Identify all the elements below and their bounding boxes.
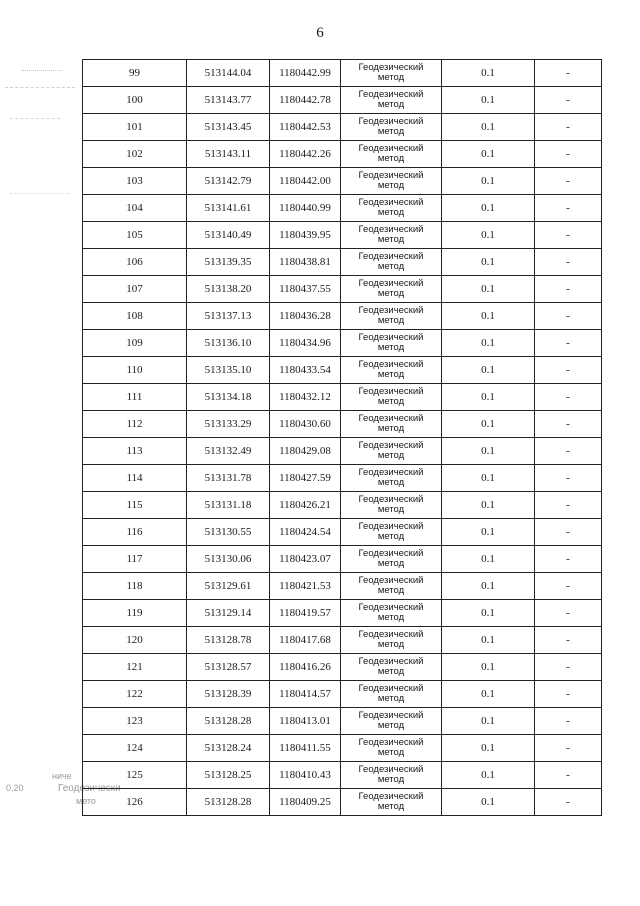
table-row [83, 762, 602, 789]
point-number-cell: 121 [83, 654, 187, 681]
table-row [83, 546, 602, 573]
x-coordinate-cell: 513128.24 [187, 735, 270, 762]
note-cell: - [535, 330, 602, 357]
method-line-2: метод [377, 801, 405, 812]
method-cell [341, 141, 442, 168]
method-line-1: Геодезический [358, 62, 424, 73]
method-cell [341, 546, 442, 573]
method-line-1: Геодезический [358, 656, 424, 667]
note-cell: - [535, 519, 602, 546]
x-coordinate-cell: 513139.35 [187, 249, 270, 276]
method-cell [341, 627, 442, 654]
x-coordinate-cell: 513128.28 [187, 789, 270, 816]
method-line-2: метод [377, 315, 405, 326]
method-line-2: метод [377, 612, 405, 623]
table-row [83, 573, 602, 600]
method-cell [341, 60, 442, 87]
method-line-1: Геодезический [358, 629, 424, 640]
scan-artifact-line [22, 70, 62, 72]
note-cell: - [535, 735, 602, 762]
method-line-2: метод [377, 207, 405, 218]
method-line-1: Геодезический [358, 116, 424, 127]
table-row [83, 276, 602, 303]
x-coordinate-cell: 513143.45 [187, 114, 270, 141]
method-line-2: метод [377, 369, 405, 380]
y-coordinate-cell: 1180413.01 [270, 708, 341, 735]
y-coordinate-cell: 1180426.21 [270, 492, 341, 519]
table-row [83, 330, 602, 357]
y-coordinate-cell: 1180442.26 [270, 141, 341, 168]
method-line-1: Геодезический [358, 170, 424, 181]
method-cell [341, 681, 442, 708]
method-line-2: метод [377, 126, 405, 137]
table-row [83, 303, 602, 330]
method-line-2: метод [377, 288, 405, 299]
method-line-2: метод [377, 720, 405, 731]
note-cell: - [535, 168, 602, 195]
x-coordinate-cell: 513140.49 [187, 222, 270, 249]
accuracy-cell: 0.1 [442, 330, 535, 357]
point-number-cell: 123 [83, 708, 187, 735]
accuracy-cell: 0.1 [442, 735, 535, 762]
note-cell: - [535, 303, 602, 330]
method-line-1: Геодезический [358, 278, 424, 289]
method-line-2: метод [377, 504, 405, 515]
y-coordinate-cell: 1180409.25 [270, 789, 341, 816]
x-coordinate-cell: 513128.28 [187, 708, 270, 735]
y-coordinate-cell: 1180432.12 [270, 384, 341, 411]
method-line-1: Геодезический [358, 737, 424, 748]
accuracy-cell: 0.1 [442, 195, 535, 222]
table-row [83, 87, 602, 114]
accuracy-cell: 0.1 [442, 546, 535, 573]
method-line-2: метод [377, 99, 405, 110]
method-cell [341, 573, 442, 600]
table-row [83, 195, 602, 222]
method-cell [341, 357, 442, 384]
method-cell [341, 600, 442, 627]
x-coordinate-cell: 513143.11 [187, 141, 270, 168]
point-number-cell: 103 [83, 168, 187, 195]
accuracy-cell: 0.1 [442, 573, 535, 600]
y-coordinate-cell: 1180436.28 [270, 303, 341, 330]
table-row [83, 708, 602, 735]
y-coordinate-cell: 1180429.08 [270, 438, 341, 465]
y-coordinate-cell: 1180433.54 [270, 357, 341, 384]
y-coordinate-cell: 1180440.99 [270, 195, 341, 222]
method-cell [341, 114, 442, 141]
point-number-cell: 119 [83, 600, 187, 627]
x-coordinate-cell: 513138.20 [187, 276, 270, 303]
method-line-2: метод [377, 693, 405, 704]
accuracy-cell: 0.1 [442, 708, 535, 735]
table-row [83, 654, 602, 681]
note-cell: - [535, 60, 602, 87]
scan-artifact-line [10, 118, 60, 120]
y-coordinate-cell: 1180411.55 [270, 735, 341, 762]
method-cell [341, 303, 442, 330]
note-cell: - [535, 114, 602, 141]
point-number-cell: 115 [83, 492, 187, 519]
note-cell: - [535, 654, 602, 681]
method-line-2: метод [377, 450, 405, 461]
scan-artifact-line [5, 87, 75, 89]
method-line-1: Геодезический [358, 143, 424, 154]
note-cell: - [535, 600, 602, 627]
method-cell [341, 168, 442, 195]
note-cell: - [535, 627, 602, 654]
y-coordinate-cell: 1180416.26 [270, 654, 341, 681]
method-cell [341, 438, 442, 465]
method-line-1: Геодезический [358, 683, 424, 694]
method-cell [341, 384, 442, 411]
note-cell: - [535, 681, 602, 708]
x-coordinate-cell: 513130.55 [187, 519, 270, 546]
note-cell: - [535, 141, 602, 168]
scan-artifact-line [10, 193, 70, 195]
point-number-cell: 102 [83, 141, 187, 168]
y-coordinate-cell: 1180439.95 [270, 222, 341, 249]
accuracy-cell: 0.1 [442, 600, 535, 627]
method-cell [341, 654, 442, 681]
table-row [83, 438, 602, 465]
accuracy-cell: 0.1 [442, 168, 535, 195]
x-coordinate-cell: 513135.10 [187, 357, 270, 384]
table-row [83, 681, 602, 708]
method-cell [341, 492, 442, 519]
x-coordinate-cell: 513136.10 [187, 330, 270, 357]
accuracy-cell: 0.1 [442, 654, 535, 681]
note-cell: - [535, 573, 602, 600]
point-number-cell: 118 [83, 573, 187, 600]
point-number-cell: 101 [83, 114, 187, 141]
x-coordinate-cell: 513133.29 [187, 411, 270, 438]
method-line-1: Геодезический [358, 548, 424, 559]
x-coordinate-cell: 513132.49 [187, 438, 270, 465]
method-cell [341, 330, 442, 357]
point-number-cell: 114 [83, 465, 187, 492]
y-coordinate-cell: 1180417.68 [270, 627, 341, 654]
y-coordinate-cell: 1180424.54 [270, 519, 341, 546]
x-coordinate-cell: 513141.61 [187, 195, 270, 222]
x-coordinate-cell: 513128.57 [187, 654, 270, 681]
table-row [83, 357, 602, 384]
x-coordinate-cell: 513143.77 [187, 87, 270, 114]
note-cell: - [535, 357, 602, 384]
method-line-2: метод [377, 531, 405, 542]
accuracy-cell: 0.1 [442, 438, 535, 465]
method-line-2: метод [377, 774, 405, 785]
method-line-2: метод [377, 153, 405, 164]
method-line-1: Геодезический [358, 386, 424, 397]
point-number-cell: 112 [83, 411, 187, 438]
note-cell: - [535, 384, 602, 411]
x-coordinate-cell: 513131.18 [187, 492, 270, 519]
x-coordinate-cell: 513129.61 [187, 573, 270, 600]
page-number: 6 [316, 25, 324, 41]
method-line-2: метод [377, 261, 405, 272]
table-row [83, 789, 602, 816]
x-coordinate-cell: 513128.78 [187, 627, 270, 654]
accuracy-cell: 0.1 [442, 303, 535, 330]
bleed-through-text: ниче [52, 771, 72, 781]
point-number-cell: 100 [83, 87, 187, 114]
point-number-cell: 113 [83, 438, 187, 465]
note-cell: - [535, 249, 602, 276]
method-cell [341, 789, 442, 816]
accuracy-cell: 0.1 [442, 411, 535, 438]
x-coordinate-cell: 513128.39 [187, 681, 270, 708]
table-row [83, 141, 602, 168]
method-cell [341, 519, 442, 546]
method-cell [341, 87, 442, 114]
method-line-2: метод [377, 423, 405, 434]
x-coordinate-cell: 513144.04 [187, 60, 270, 87]
method-cell [341, 762, 442, 789]
accuracy-cell: 0.1 [442, 627, 535, 654]
accuracy-cell: 0.1 [442, 789, 535, 816]
y-coordinate-cell: 1180442.99 [270, 60, 341, 87]
note-cell: - [535, 276, 602, 303]
table-row [83, 168, 602, 195]
note-cell: - [535, 546, 602, 573]
method-line-1: Геодезический [358, 89, 424, 100]
accuracy-cell: 0.1 [442, 222, 535, 249]
y-coordinate-cell: 1180442.78 [270, 87, 341, 114]
table-row [83, 114, 602, 141]
table-row [83, 627, 602, 654]
accuracy-cell: 0.1 [442, 762, 535, 789]
method-line-1: Геодезический [358, 197, 424, 208]
accuracy-cell: 0.1 [442, 384, 535, 411]
note-cell: - [535, 492, 602, 519]
x-coordinate-cell: 513142.79 [187, 168, 270, 195]
point-number-cell: 125 [83, 762, 187, 789]
method-cell [341, 276, 442, 303]
point-number-cell: 99 [83, 60, 187, 87]
method-line-2: метод [377, 666, 405, 677]
table-row [83, 492, 602, 519]
method-cell [341, 735, 442, 762]
point-number-cell: 110 [83, 357, 187, 384]
y-coordinate-cell: 1180442.53 [270, 114, 341, 141]
y-coordinate-cell: 1180438.81 [270, 249, 341, 276]
method-line-1: Геодезический [358, 467, 424, 478]
method-line-1: Геодезический [358, 359, 424, 370]
note-cell: - [535, 708, 602, 735]
method-line-1: Геодезический [358, 305, 424, 316]
x-coordinate-cell: 513131.78 [187, 465, 270, 492]
method-line-1: Геодезический [358, 413, 424, 424]
y-coordinate-cell: 1180430.60 [270, 411, 341, 438]
note-cell: - [535, 222, 602, 249]
method-line-2: метод [377, 396, 405, 407]
accuracy-cell: 0.1 [442, 519, 535, 546]
point-number-cell: 116 [83, 519, 187, 546]
method-line-1: Геодезический [358, 440, 424, 451]
method-line-1: Геодезический [358, 251, 424, 262]
note-cell: - [535, 438, 602, 465]
method-cell [341, 222, 442, 249]
y-coordinate-cell: 1180419.57 [270, 600, 341, 627]
accuracy-cell: 0.1 [442, 60, 535, 87]
table-row [83, 735, 602, 762]
accuracy-cell: 0.1 [442, 141, 535, 168]
method-cell [341, 465, 442, 492]
point-number-cell: 111 [83, 384, 187, 411]
x-coordinate-cell: 513137.13 [187, 303, 270, 330]
accuracy-cell: 0.1 [442, 87, 535, 114]
note-cell: - [535, 411, 602, 438]
note-cell: - [535, 87, 602, 114]
accuracy-cell: 0.1 [442, 465, 535, 492]
table-row [83, 384, 602, 411]
accuracy-cell: 0.1 [442, 492, 535, 519]
method-line-2: метод [377, 234, 405, 245]
method-line-1: Геодезический [358, 332, 424, 343]
table-row [83, 465, 602, 492]
table-row [83, 60, 602, 87]
table-row [83, 249, 602, 276]
method-line-2: метод [377, 72, 405, 83]
method-line-2: метод [377, 477, 405, 488]
point-number-cell: 126 [83, 789, 187, 816]
bleed-through-text: мето [76, 796, 96, 806]
method-line-2: метод [377, 558, 405, 569]
method-line-1: Геодезический [358, 710, 424, 721]
method-line-2: метод [377, 639, 405, 650]
accuracy-cell: 0.1 [442, 249, 535, 276]
y-coordinate-cell: 1180423.07 [270, 546, 341, 573]
y-coordinate-cell: 1180437.55 [270, 276, 341, 303]
point-number-cell: 124 [83, 735, 187, 762]
method-line-2: метод [377, 747, 405, 758]
method-line-1: Геодезический [358, 791, 424, 802]
table-row [83, 222, 602, 249]
y-coordinate-cell: 1180421.53 [270, 573, 341, 600]
point-number-cell: 104 [83, 195, 187, 222]
point-number-cell: 106 [83, 249, 187, 276]
y-coordinate-cell: 1180442.00 [270, 168, 341, 195]
y-coordinate-cell: 1180427.59 [270, 465, 341, 492]
method-line-2: метод [377, 585, 405, 596]
method-line-1: Геодезический [358, 764, 424, 775]
y-coordinate-cell: 1180414.57 [270, 681, 341, 708]
point-number-cell: 108 [83, 303, 187, 330]
coordinates-table-body [83, 60, 602, 816]
bleed-through-text: Геодезически [58, 783, 121, 794]
table-row [83, 519, 602, 546]
method-line-1: Геодезический [358, 494, 424, 505]
point-number-cell: 109 [83, 330, 187, 357]
method-cell [341, 708, 442, 735]
table-row [83, 600, 602, 627]
note-cell: - [535, 465, 602, 492]
accuracy-cell: 0.1 [442, 114, 535, 141]
method-cell [341, 195, 442, 222]
method-cell [341, 411, 442, 438]
point-number-cell: 122 [83, 681, 187, 708]
method-cell [341, 249, 442, 276]
method-line-1: Геодезический [358, 575, 424, 586]
point-number-cell: 105 [83, 222, 187, 249]
x-coordinate-cell: 513130.06 [187, 546, 270, 573]
note-cell: - [535, 762, 602, 789]
note-cell: - [535, 195, 602, 222]
point-number-cell: 117 [83, 546, 187, 573]
method-line-1: Геодезический [358, 224, 424, 235]
point-number-cell: 107 [83, 276, 187, 303]
method-line-1: Геодезический [358, 602, 424, 613]
point-number-cell: 120 [83, 627, 187, 654]
accuracy-cell: 0.1 [442, 681, 535, 708]
bleed-through-text: 0,20 [6, 783, 24, 793]
method-line-2: метод [377, 180, 405, 191]
accuracy-cell: 0.1 [442, 357, 535, 384]
y-coordinate-cell: 1180410.43 [270, 762, 341, 789]
x-coordinate-cell: 513128.25 [187, 762, 270, 789]
table-row [83, 411, 602, 438]
x-coordinate-cell: 513129.14 [187, 600, 270, 627]
accuracy-cell: 0.1 [442, 276, 535, 303]
note-cell: - [535, 789, 602, 816]
y-coordinate-cell: 1180434.96 [270, 330, 341, 357]
coordinates-table [82, 59, 602, 816]
method-line-2: метод [377, 342, 405, 353]
method-line-1: Геодезический [358, 521, 424, 532]
x-coordinate-cell: 513134.18 [187, 384, 270, 411]
